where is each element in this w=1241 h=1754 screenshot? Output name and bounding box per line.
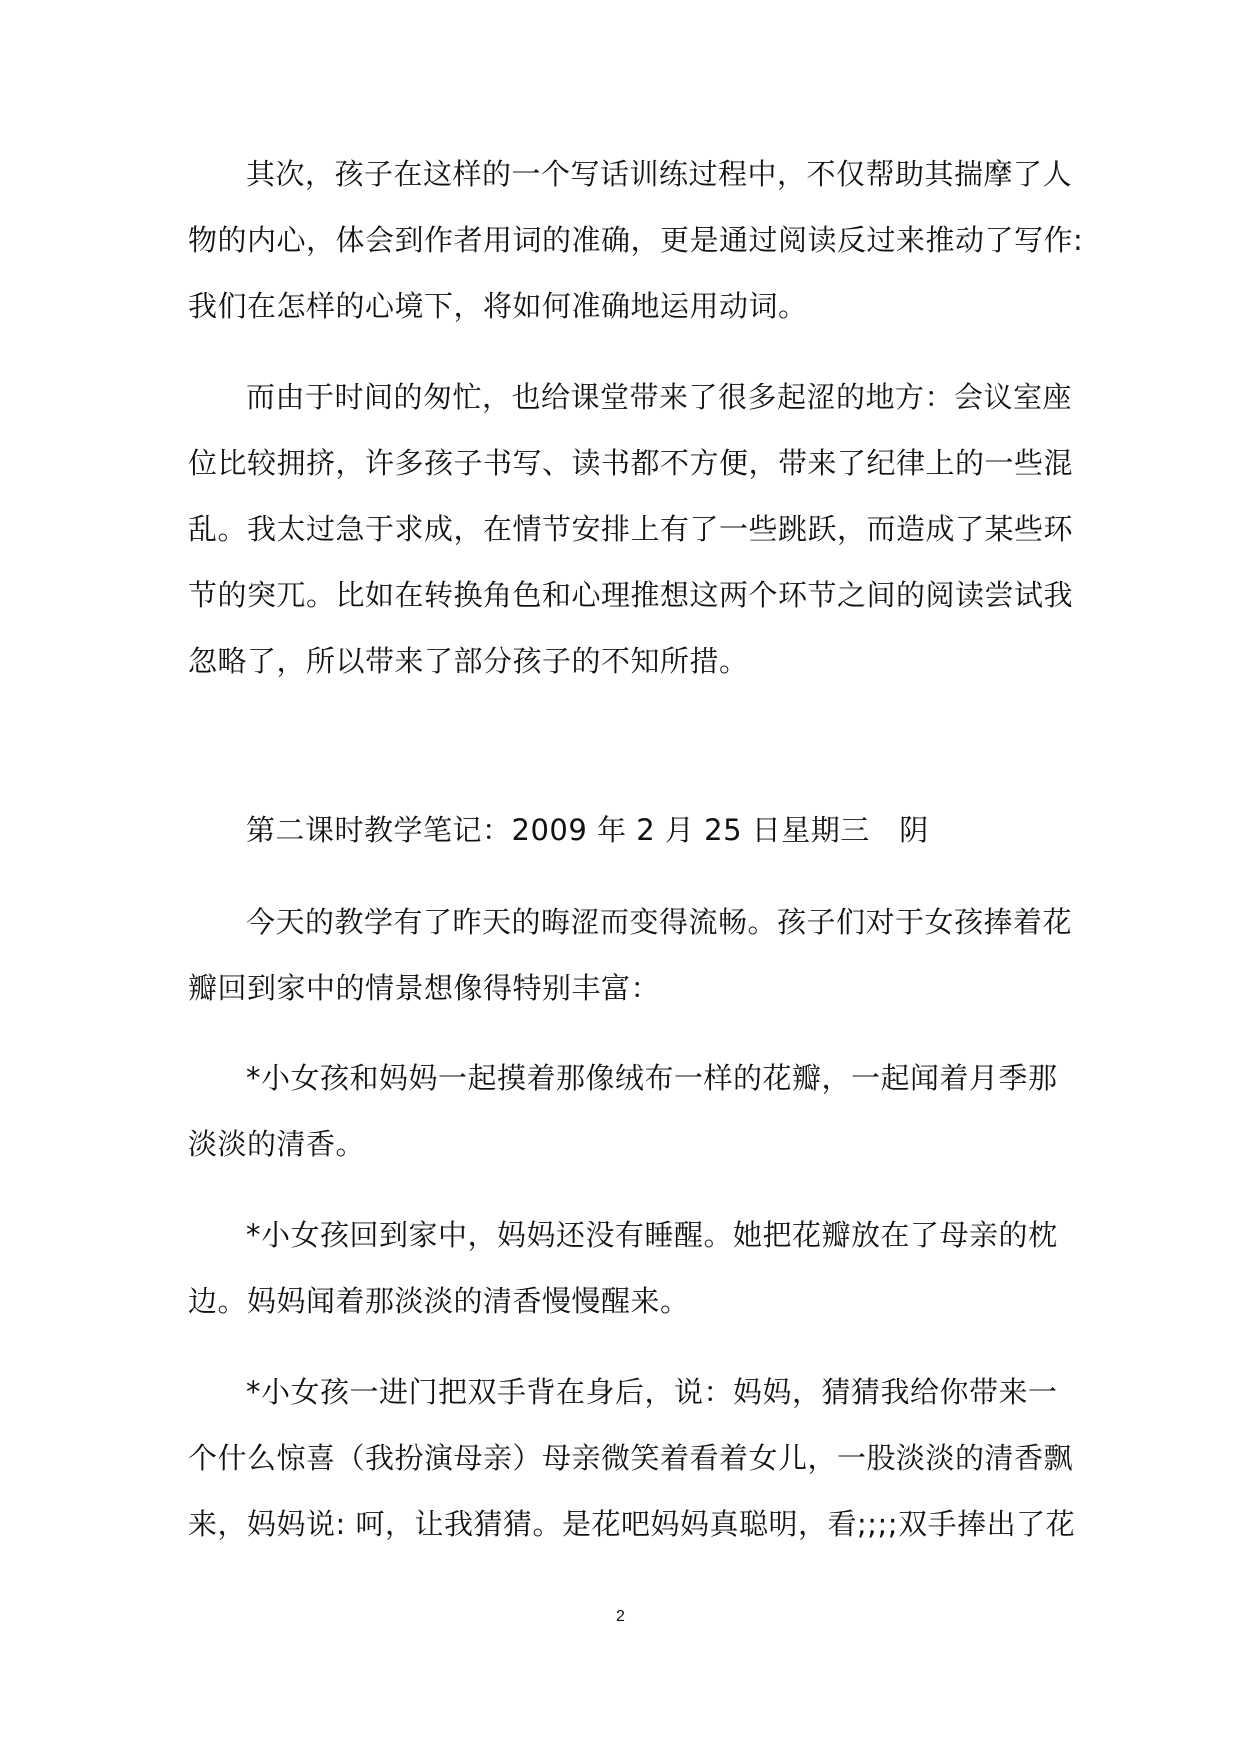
text-line: 节的突兀。比如在转换角色和心理推想这两个环节之间的阅读尝试我 xyxy=(188,578,1074,612)
page-number: 2 xyxy=(616,1608,625,1625)
text-line: 第二课时教学笔记：2009 年 2 月 25 日星期三 阴 xyxy=(246,813,929,847)
text-line: *小女孩和妈妈一起摸着那像绒布一样的花瓣，一起闻着月季那 xyxy=(246,1061,1058,1095)
text-line: 边。妈妈闻着那淡淡的清香慢慢醒来。 xyxy=(188,1284,690,1318)
text-line: 乱。我太过急于求成，在情节安排上有了一些跳跃，而造成了某些环 xyxy=(188,512,1074,546)
text-line: 我们在怎样的心境下，将如何准确地运用动词。 xyxy=(188,289,808,323)
text-line: 而由于时间的匆忙，也给课堂带来了很多起涩的地方：会议室座 xyxy=(246,380,1073,414)
text-line: 瓣回到家中的情景想像得特别丰富： xyxy=(188,971,661,1005)
text-line: 淡淡的清香。 xyxy=(188,1127,366,1161)
text-line: *小女孩一进门把双手背在身后，说：妈妈，猜猜我给你带来一 xyxy=(246,1375,1058,1409)
text-line: 今天的教学有了昨天的晦涩而变得流畅。孩子们对于女孩捧着花 xyxy=(246,905,1073,939)
text-line: 来，妈妈说: 呵，让我猜猜。是花吧妈妈真聪明，看;;;;双手捧出了花 xyxy=(188,1507,1076,1541)
text-line: 其次，孩子在这样的一个写话训练过程中，不仅帮助其揣摩了人 xyxy=(246,157,1073,191)
text-line: *小女孩回到家中，妈妈还没有睡醒。她把花瓣放在了母亲的枕 xyxy=(246,1218,1058,1252)
text-line: 位比较拥挤，许多孩子书写、读书都不方便，带来了纪律上的一些混 xyxy=(188,446,1074,480)
text-line: 个什么惊喜（我扮演母亲）母亲微笑着看着女儿，一股淡淡的清香飘 xyxy=(188,1441,1074,1475)
text-line: 忽略了，所以带来了部分孩子的不知所措。 xyxy=(188,644,749,678)
text-line: 物的内心，体会到作者用词的准确，更是通过阅读反过来推动了写作: xyxy=(188,223,1084,257)
